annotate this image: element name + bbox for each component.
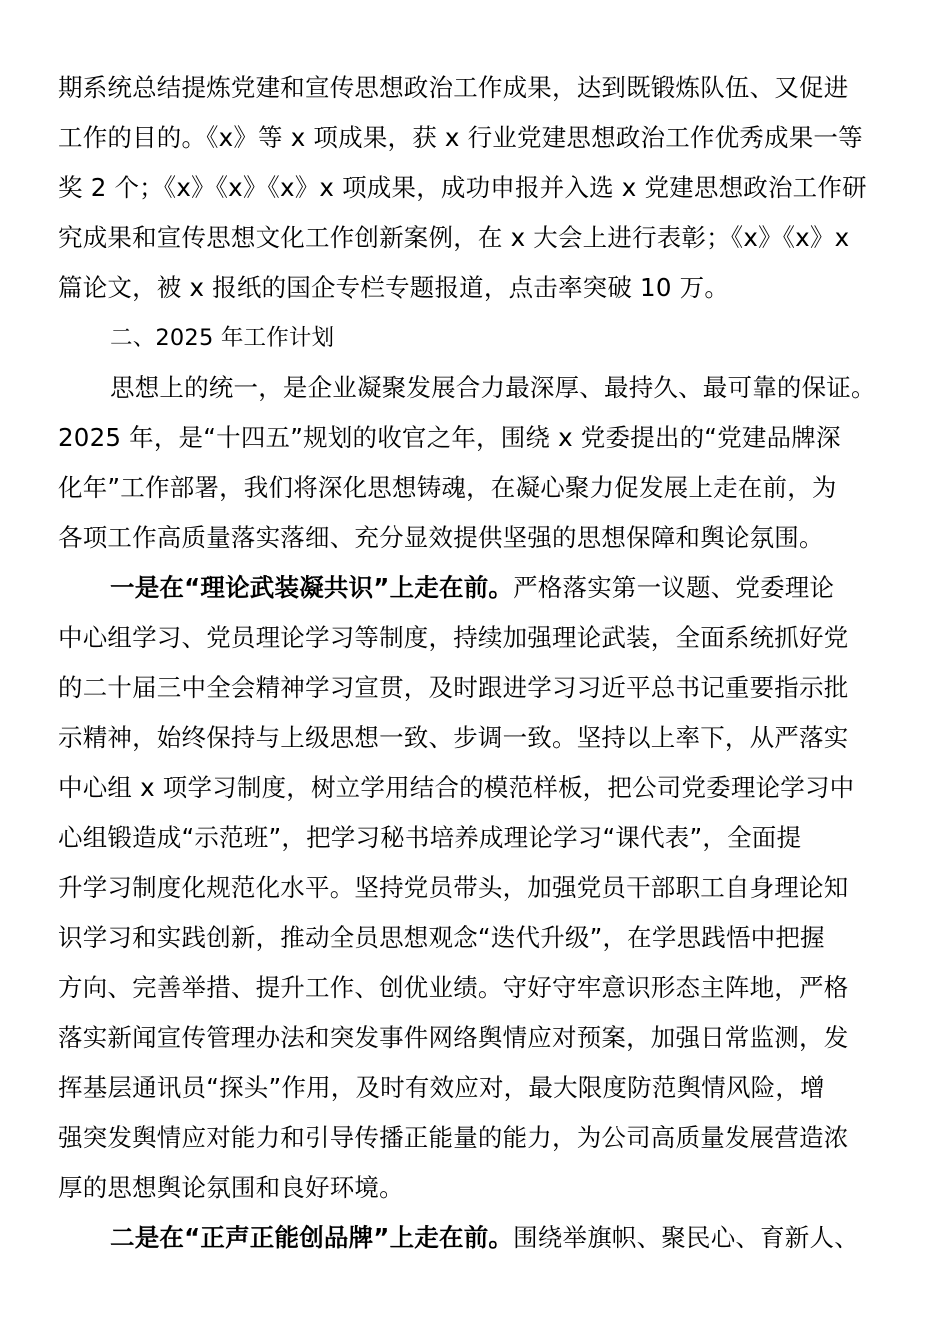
paragraph-3-line-7: 升学习制度化规范化水平。坚持党员带头，加强党员干部职工自身理论知	[58, 873, 849, 902]
paragraph-3-line-11: 挥基层通讯员“探头”作用，及时有效应对，最大限度防范舆情风险，增	[58, 1073, 825, 1102]
paragraph-3-line-12: 强突发舆情应对能力和引导传播正能量的能力，为公司高质量发展营造浓	[58, 1123, 849, 1152]
paragraph-3-first-line-rest: 严格落实第一议题、党委理论	[513, 573, 835, 602]
paragraph-1-line-2: 工作的目的。《x》等 x 项成果，获 x 行业党建思想政治工作优秀成果一等	[58, 123, 863, 152]
paragraph-1-line-5: 篇论文，被 x 报纸的国企专栏专题报道，点击率突破 10 万。	[58, 273, 730, 302]
paragraph-3-line-4: 示精神，始终保持与上级思想一致、步调一致。坚持以上率下，从严落实	[58, 723, 849, 752]
paragraph-1-line-3: 奖 2 个；《x》《x》《x》x 项成果，成功申报并入选 x 党建思想政治工作研	[58, 173, 867, 202]
paragraph-1-line-1: 期系统总结提炼党建和宣传思想政治工作成果，达到既锻炼队伍、又促进	[58, 73, 849, 102]
paragraph-4-lead: 二是在“正声正能创品牌”上走在前。	[110, 1223, 514, 1252]
paragraph-4-first-line-rest: 围绕举旗帜、聚民心、育新人、	[513, 1223, 859, 1252]
paragraph-3-line-6: 心组锻造成“示范班”，把学习秘书培养成理论学习“课代表”，全面提	[58, 823, 802, 852]
paragraph-2-line-1: 思想上的统一，是企业凝聚发展合力最深厚、最持久、最可靠的保证。	[110, 373, 876, 402]
paragraph-4-line-1	[110, 1218, 892, 1258]
paragraph-2-line-4: 各项工作高质量落实落细、充分显效提供坚强的思想保障和舆论氛围。	[58, 523, 824, 552]
paragraph-2-line-2: 2025 年，是“十四五”规划的收官之年，围绕 x 党委提出的“党建品牌深	[58, 423, 841, 452]
paragraph-3-line-2: 中心组学习、党员理论学习等制度，持续加强理论武装，全面系统抓好党	[58, 623, 849, 652]
section-heading: 二、2025 年工作计划	[110, 325, 335, 351]
paragraph-3-line-13: 厚的思想舆论氛围和良好环境。	[58, 1173, 404, 1202]
paragraph-3-lead: 一是在“理论武装凝共识”上走在前。	[110, 573, 514, 602]
paragraph-3-line-10: 落实新闻宣传管理办法和突发事件网络舆情应对预案，加强日常监测，发	[58, 1023, 849, 1052]
paragraph-3-line-3: 的二十届三中全会精神学习宣贯，及时跟进学习习近平总书记重要指示批	[58, 673, 849, 702]
paragraph-2-line-3: 化年”工作部署，我们将深化思想铸魂，在凝心聚力促发展上走在前，为	[58, 473, 837, 502]
paragraph-3-line-1	[110, 568, 892, 608]
paragraph-3-line-8: 识学习和实践创新，推动全员思想观念“迭代升级”，在学思践悟中把握	[58, 923, 825, 952]
paragraph-3-line-5: 中心组 x 项学习制度，树立学用结合的模范样板，把公司党委理论学习中	[58, 773, 855, 802]
paragraph-1-line-4: 究成果和宣传思想文化工作创新案例，在 x 大会上进行表彰；《x》《x》x	[58, 223, 850, 252]
paragraph-3-line-9: 方向、完善举措、提升工作、创优业绩。守好守牢意识形态主阵地，严格	[58, 973, 849, 1002]
